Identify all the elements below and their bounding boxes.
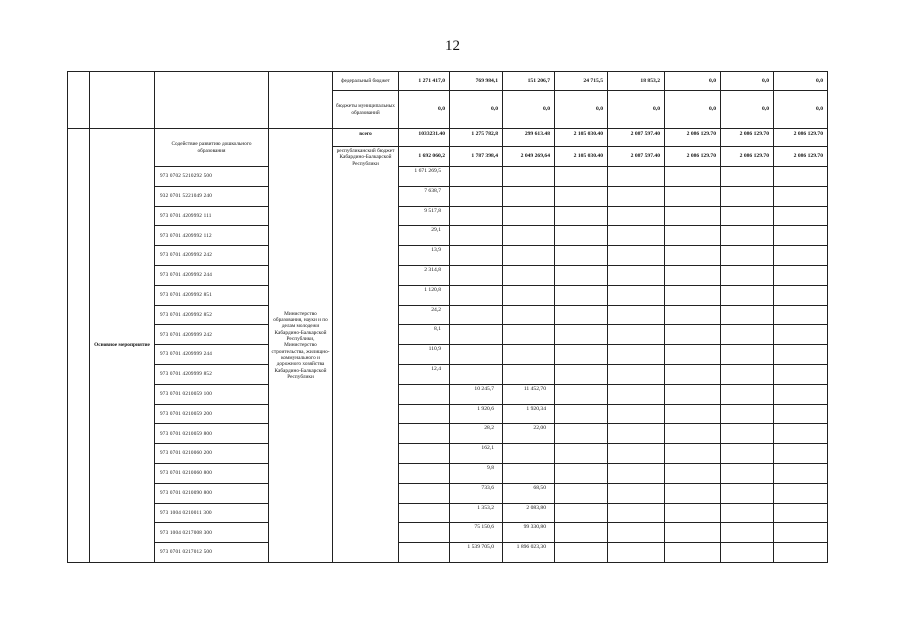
amount-cell [774,206,828,226]
budget-code: 973 0701 0210059 200 [155,404,269,424]
amount-cell [774,186,828,206]
amount-cell: 2 086 129.70 [665,129,721,147]
amount-cell [665,404,721,424]
amount-cell [665,424,721,444]
amount-cell [503,206,555,226]
amount-cell: 0,0 [503,91,555,129]
amount-cell [450,186,503,206]
amount-cell [721,523,774,543]
amount-cell [665,384,721,404]
amount-cell [503,364,555,384]
budget-code-row [68,404,828,424]
event-name: Содействие развитию дошкольного образования [155,129,269,167]
budget-code-row [68,246,828,266]
budget-code-row [68,424,828,444]
amount-cell: 1 920,6 [450,404,503,424]
amount-cell [774,503,828,523]
amount-cell: 1 896 023,30 [503,543,555,563]
amount-cell [665,364,721,384]
amount-cell [503,285,555,305]
amount-cell: 0,0 [665,91,721,129]
amount-cell [721,226,774,246]
amount-cell [555,265,608,285]
budget-code: 973 0701 0210060 200 [155,444,269,464]
amount-cell: 0,0 [608,91,665,129]
amount-cell [665,206,721,226]
col-blank-cell [90,72,155,129]
amount-cell: 24 715,5 [555,72,608,91]
amount-cell: 1 120,8 [399,285,450,305]
amount-cell: 8,1 [399,325,450,345]
col-blank-cell [155,72,269,129]
event-total-row [68,129,828,147]
amount-cell [503,246,555,266]
amount-cell [555,325,608,345]
amount-cell [555,523,608,543]
amount-cell: 2 086 129.70 [721,147,774,167]
amount-cell [450,364,503,384]
amount-cell [665,325,721,345]
amount-cell [721,325,774,345]
amount-cell [665,226,721,246]
amount-cell [608,226,665,246]
amount-cell [608,186,665,206]
amount-cell: 1 275 782,8 [450,129,503,147]
funding-source: бюджеты муниципальных образований [333,91,399,129]
amount-cell: 7 638,7 [399,186,450,206]
amount-cell [665,186,721,206]
amount-cell [774,463,828,483]
budget-code-row [68,186,828,206]
budget-code: 932 0701 5221049 240 [155,186,269,206]
amount-cell [503,345,555,365]
budget-code: 973 0701 4209992 112 [155,226,269,246]
amount-cell [399,404,450,424]
amount-cell: 162,1 [450,444,503,464]
amount-cell [555,364,608,384]
col-blank-cell [269,72,333,129]
amount-cell [608,167,665,187]
amount-cell [774,226,828,246]
amount-cell [555,226,608,246]
amount-cell [665,463,721,483]
amount-cell: 1033231.40 [399,129,450,147]
amount-cell [555,483,608,503]
amount-cell [665,444,721,464]
budget-code: 973 0701 4209992 852 [155,305,269,325]
amount-cell [774,285,828,305]
amount-cell [399,444,450,464]
amount-cell: 0,0 [774,91,828,129]
amount-cell [450,305,503,325]
amount-cell [774,364,828,384]
amount-cell: 9 517,8 [399,206,450,226]
amount-cell: 0,0 [555,91,608,129]
amount-cell [665,305,721,325]
amount-cell: 0,0 [774,72,828,91]
budget-code: 973 0701 4209992 851 [155,285,269,305]
amount-cell [450,265,503,285]
amount-cell [608,345,665,365]
amount-cell [503,463,555,483]
amount-cell: 2 087 597.40 [608,129,665,147]
amount-cell [774,424,828,444]
amount-cell [503,186,555,206]
budget-code: 973 0701 4209992 111 [155,206,269,226]
amount-cell [608,444,665,464]
amount-cell: 18 853,2 [608,72,665,91]
budget-code-row [68,206,828,226]
amount-cell [555,305,608,325]
amount-cell: 1 353,2 [450,503,503,523]
budget-code-row [68,226,828,246]
amount-cell [608,265,665,285]
col-blank-cell [68,72,90,129]
amount-cell [774,265,828,285]
amount-cell [503,226,555,246]
amount-cell [450,246,503,266]
amount-cell [503,265,555,285]
amount-cell: 733,6 [450,483,503,503]
amount-cell: 2 105 030.40 [555,147,608,167]
amount-cell [774,345,828,365]
amount-cell [555,444,608,464]
amount-cell: 2 086 129.70 [665,147,721,167]
budget-code-row [68,543,828,563]
amount-cell [608,285,665,305]
amount-cell [721,483,774,503]
funding-source: федеральный бюджет [333,72,399,91]
amount-cell [450,206,503,226]
amount-cell: 2 087 597.40 [608,147,665,167]
amount-cell [555,543,608,563]
amount-cell: 11 452,70 [503,384,555,404]
amount-cell [450,285,503,305]
amount-cell [399,523,450,543]
amount-cell: 110,9 [399,345,450,365]
amount-cell [665,345,721,365]
amount-cell [665,523,721,543]
header-row [68,72,828,91]
budget-table [67,71,828,563]
amount-cell [721,384,774,404]
amount-cell [774,167,828,187]
amount-cell [399,503,450,523]
amount-cell: 151 206,7 [503,72,555,91]
amount-cell: 769 984,1 [450,72,503,91]
amount-cell [721,444,774,464]
amount-cell: 2 086 129.70 [774,129,828,147]
amount-cell: 22,00 [503,424,555,444]
amount-cell [721,305,774,325]
budget-code-row [68,325,828,345]
amount-cell [555,424,608,444]
budget-code: 973 0701 4209999 244 [155,345,269,365]
amount-cell [399,424,450,444]
amount-cell [608,523,665,543]
budget-code: 973 0701 4209999 852 [155,364,269,384]
amount-cell [665,503,721,523]
amount-cell: 2 105 030.40 [555,129,608,147]
amount-cell [721,404,774,424]
amount-cell: 29,1 [399,226,450,246]
amount-cell [555,404,608,424]
amount-cell [774,384,828,404]
budget-code: 973 0701 0210090 800 [155,483,269,503]
amount-cell: 2 083,80 [503,503,555,523]
amount-cell [608,543,665,563]
amount-cell: 2 049 269,64 [503,147,555,167]
amount-cell [555,285,608,305]
budget-code: 973 0701 0217012 500 [155,543,269,563]
budget-code-row [68,523,828,543]
amount-cell [721,345,774,365]
budget-code-row [68,265,828,285]
funding-source: всего [333,129,399,147]
amount-cell [555,384,608,404]
amount-cell [608,424,665,444]
budget-code: 973 0701 4209999 242 [155,325,269,345]
amount-cell: 1 692 060,2 [399,147,450,167]
amount-cell [774,483,828,503]
amount-cell [503,325,555,345]
amount-cell [450,325,503,345]
executor-cell: Министерство образования, науки и по делам молодежи Кабардино-Балкарской Республики, Министерство строительства, жилищно-коммунального и дорожного хозяйства Кабардино-Балкарской Республики [269,129,333,563]
amount-cell: 12,4 [399,364,450,384]
amount-cell [721,186,774,206]
amount-cell [721,265,774,285]
amount-cell [399,483,450,503]
amount-cell [665,265,721,285]
amount-cell [721,424,774,444]
amount-cell: 9,8 [450,463,503,483]
amount-cell [608,325,665,345]
amount-cell [721,463,774,483]
amount-cell [608,364,665,384]
budget-code-row [68,463,828,483]
amount-cell [721,206,774,226]
amount-cell [608,503,665,523]
amount-cell [503,444,555,464]
amount-cell [774,523,828,543]
budget-code-row [68,503,828,523]
budget-code-row [68,364,828,384]
budget-code: 973 0701 0210059 800 [155,424,269,444]
amount-cell [555,206,608,226]
amount-cell [555,186,608,206]
amount-cell [399,384,450,404]
budget-code: 973 0701 0210059 100 [155,384,269,404]
amount-cell: 24,2 [399,305,450,325]
amount-cell: 0,0 [721,72,774,91]
amount-cell [608,483,665,503]
event-number-cell [68,129,90,563]
amount-cell: 68,50 [503,483,555,503]
amount-cell [608,463,665,483]
amount-cell: 28,2 [450,424,503,444]
amount-cell [450,167,503,187]
amount-cell: 0,0 [721,91,774,129]
budget-code: 973 0701 0210060 800 [155,463,269,483]
page-number: 12 [445,38,460,54]
amount-cell [721,543,774,563]
amount-cell: 1 271 417,0 [399,72,450,91]
amount-cell [608,246,665,266]
amount-cell [721,167,774,187]
amount-cell [665,285,721,305]
budget-code-row [68,345,828,365]
amount-cell: 2 086 129.70 [721,129,774,147]
amount-cell: 10 245,7 [450,384,503,404]
amount-cell [399,463,450,483]
budget-code: 973 0701 4209992 244 [155,265,269,285]
budget-code: 973 0701 4209992 242 [155,246,269,266]
amount-cell: 1 920,34 [503,404,555,424]
budget-code-row [68,167,828,187]
amount-cell: 2 086 129.70 [774,147,828,167]
event-type-label: Основное мероприятие [90,129,155,563]
amount-cell [774,543,828,563]
budget-code-row [68,384,828,404]
amount-cell [721,246,774,266]
amount-cell [665,167,721,187]
funding-source: республиканский бюджет Кабардино-Балкарской Республики [333,147,399,563]
amount-cell [721,503,774,523]
amount-cell [665,543,721,563]
amount-cell [608,206,665,226]
budget-code: 973 1004 0217008 300 [155,523,269,543]
amount-cell [608,404,665,424]
amount-cell [665,483,721,503]
amount-cell: 2 314,8 [399,265,450,285]
amount-cell [774,444,828,464]
budget-table-sheet [67,71,828,563]
amount-cell [774,325,828,345]
budget-code-row [68,444,828,464]
amount-cell: 0,0 [399,91,450,129]
amount-cell [555,345,608,365]
amount-cell [774,305,828,325]
amount-cell [555,503,608,523]
budget-code-row [68,483,828,503]
amount-cell: 99 330,80 [503,523,555,543]
amount-cell [774,246,828,266]
amount-cell [608,305,665,325]
amount-cell: 299 613.48 [503,129,555,147]
amount-cell [555,463,608,483]
amount-cell [721,364,774,384]
amount-cell: 75 150,6 [450,523,503,543]
amount-cell: 13,9 [399,246,450,266]
amount-cell [555,167,608,187]
amount-cell: 1 671 269,5 [399,167,450,187]
amount-cell [665,246,721,266]
amount-cell: 1 787 398,4 [450,147,503,167]
budget-code: 973 1004 0210011 300 [155,503,269,523]
amount-cell [399,543,450,563]
budget-code-row [68,285,828,305]
amount-cell [450,345,503,365]
amount-cell [608,384,665,404]
budget-code-row [68,305,828,325]
amount-cell [503,167,555,187]
budget-code: 973 0702 5210292 500 [155,167,269,187]
amount-cell: 1 539 705,0 [450,543,503,563]
amount-cell: 0,0 [450,91,503,129]
amount-cell [503,305,555,325]
amount-cell [774,404,828,424]
amount-cell [450,226,503,246]
amount-cell [721,285,774,305]
amount-cell [555,246,608,266]
amount-cell: 0,0 [665,72,721,91]
